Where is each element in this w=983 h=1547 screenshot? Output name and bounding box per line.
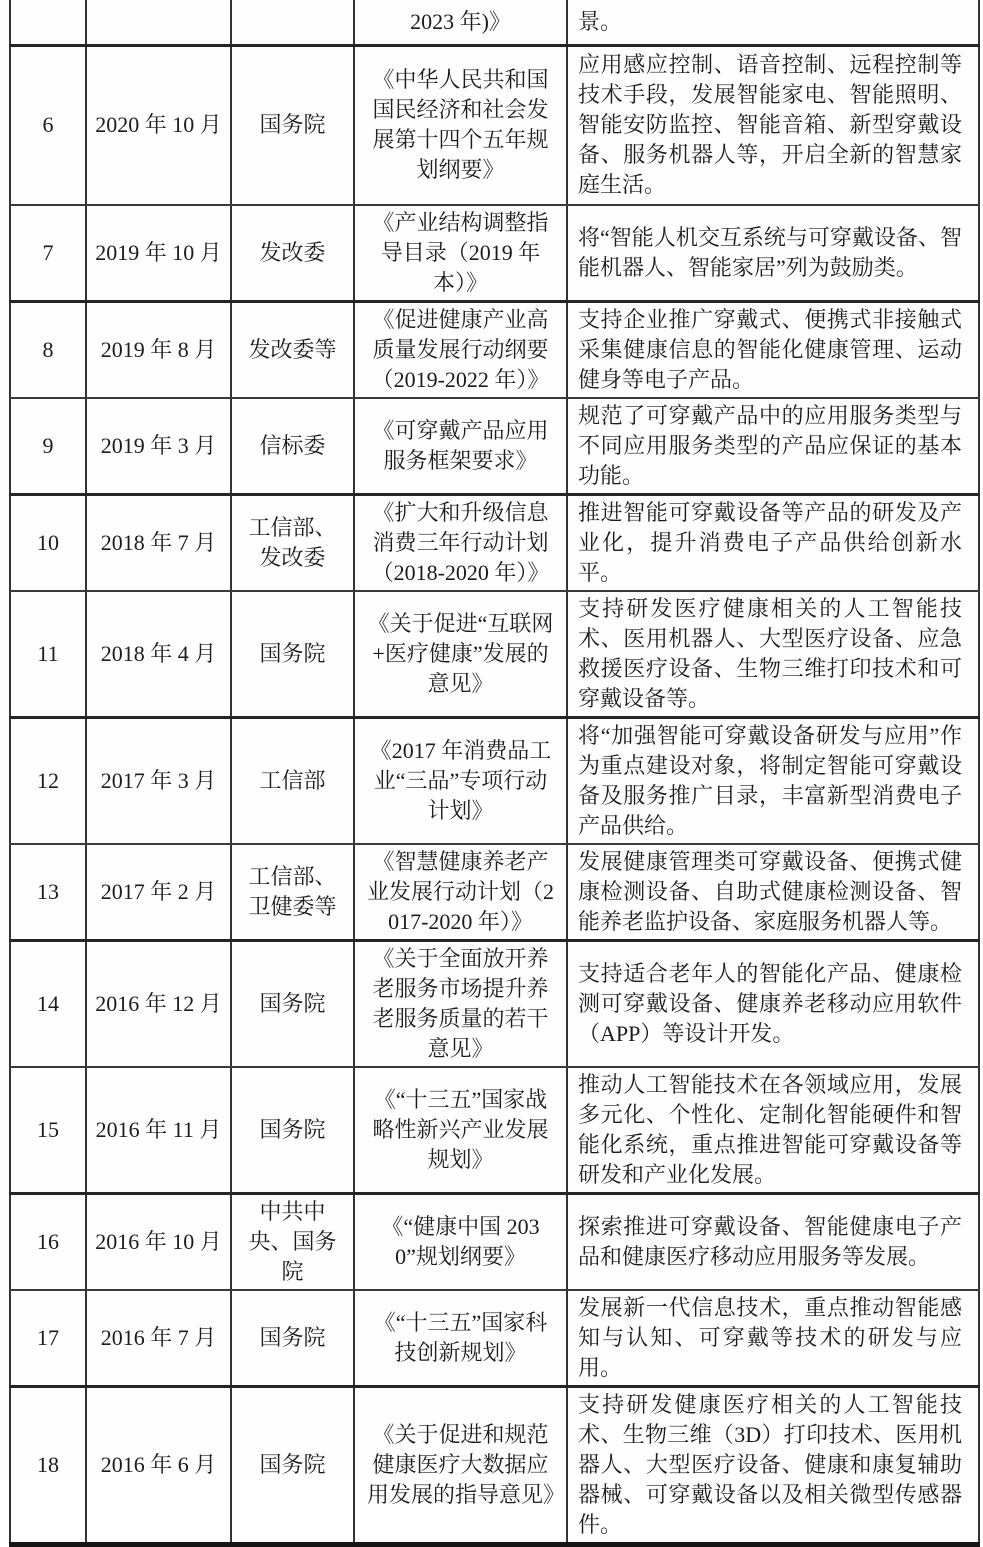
cell-issuer: 工信部、发改委 (231, 495, 354, 592)
cell-content: 支持企业推广穿戴式、便携式非接触式采集健康信息的智能化健康管理、运动健身等电子产品。 (567, 302, 979, 399)
cell-num: 18 (10, 1387, 86, 1545)
cell-date: 2017 年 3 月 (86, 718, 231, 845)
cell-content: 发展新一代信息技术，重点推动智能感知与认知、可穿戴等技术的研发与应用。 (567, 1290, 979, 1387)
table-row (10, 718, 979, 845)
table-row (10, 1194, 979, 1291)
table-row (10, 495, 979, 592)
table-row (10, 0, 979, 45)
table-row (10, 1067, 979, 1194)
cell-num: 17 (10, 1290, 86, 1387)
cell-issuer: 国务院 (231, 591, 354, 718)
cell-policy: 《关于促进和规范健康医疗大数据应用发展的指导意见》 (354, 1387, 567, 1545)
cell-issuer: 发改委等 (231, 302, 354, 399)
cell-issuer (231, 0, 354, 45)
cell-date: 2018 年 7 月 (86, 495, 231, 592)
cell-issuer: 工信部、卫健委等 (231, 844, 354, 941)
table-row (10, 844, 979, 941)
table-row (10, 398, 979, 495)
cell-content: 推进智能可穿戴设备等产品的研发及产业化，提升消费电子产品供给创新水平。 (567, 495, 979, 592)
cell-content: 将“智能人机交互系统与可穿戴设备、智能机器人、智能家居”列为鼓励类。 (567, 205, 979, 302)
cell-issuer: 国务院 (231, 1067, 354, 1194)
cell-policy: 《“十三五”国家战略性新兴产业发展规划》 (354, 1067, 567, 1194)
table-row (10, 1290, 979, 1387)
cell-policy: 《2017 年消费品工业“三品”专项行动计划》 (354, 718, 567, 845)
cell-content: 支持适合老年人的智能化产品、健康检测可穿戴设备、健康养老移动应用软件（APP）等设计开发。 (567, 941, 979, 1068)
cell-policy: 《促进健康产业高质量发展行动纲要（2019-2022 年）》 (354, 302, 567, 399)
cell-date: 2016 年 10 月 (86, 1194, 231, 1291)
cell-content: 应用感应控制、语音控制、远程控制等技术手段，发展智能家电、智能照明、智能安防监控、智能音箱、新型穿戴设备、服务机器人等，开启全新的智慧家庭生活。 (567, 45, 979, 205)
cell-content: 支持研发医疗健康相关的人工智能技术、医用机器人、大型医疗设备、应急救援医疗设备、生物三维打印技术和可穿戴设备等。 (567, 591, 979, 718)
cell-date: 2016 年 6 月 (86, 1387, 231, 1545)
cell-policy: 《可穿戴产品应用服务框架要求》 (354, 398, 567, 495)
cell-issuer: 中共中央、国务院 (231, 1194, 354, 1291)
cell-date: 2019 年 10 月 (86, 205, 231, 302)
cell-issuer: 国务院 (231, 1290, 354, 1387)
cell-policy: 《中华人民共和国国民经济和社会发展第十四个五年规划纲要》 (354, 45, 567, 205)
cell-content: 推动人工智能技术在各领域应用，发展多元化、个性化、定制化智能硬件和智能化系统，重点推进智能可穿戴设备等研发和产业化发展。 (567, 1067, 979, 1194)
cell-policy: 2023 年)》 (354, 0, 567, 45)
cell-policy: 《“健康中国 2030”规划纲要》 (354, 1194, 567, 1291)
cell-content: 支持研发健康医疗相关的人工智能技术、生物三维（3D）打印技术、医用机器人、大型医疗设备、健康和康复辅助器械、可穿戴设备以及相关微型传感器件。 (567, 1387, 979, 1545)
policy-table-body (10, 0, 979, 1545)
cell-num: 15 (10, 1067, 86, 1194)
cell-num: 12 (10, 718, 86, 845)
cell-content: 将“加强智能可穿戴设备研发与应用”作为重点建设对象，将制定智能可穿戴设备及服务推广目录，丰富新型消费电子产品供给。 (567, 718, 979, 845)
cell-date: 2020 年 10 月 (86, 45, 231, 205)
table-row (10, 45, 979, 205)
cell-date: 2016 年 12 月 (86, 941, 231, 1068)
table-row (10, 1387, 979, 1545)
cell-policy: 《智慧健康养老产业发展行动计划（2017-2020 年）》 (354, 844, 567, 941)
cell-num: 9 (10, 398, 86, 495)
table-row (10, 302, 979, 399)
cell-num: 10 (10, 495, 86, 592)
cell-issuer: 国务院 (231, 941, 354, 1068)
cell-issuer: 信标委 (231, 398, 354, 495)
cell-num: 6 (10, 45, 86, 205)
cell-policy: 《关于促进“互联网+医疗健康”发展的意见》 (354, 591, 567, 718)
cell-date (86, 0, 231, 45)
cell-num: 14 (10, 941, 86, 1068)
cell-date: 2017 年 2 月 (86, 844, 231, 941)
cell-date: 2018 年 4 月 (86, 591, 231, 718)
cell-num: 8 (10, 302, 86, 399)
table-row (10, 941, 979, 1068)
cell-num: 7 (10, 205, 86, 302)
cell-date: 2016 年 11 月 (86, 1067, 231, 1194)
cell-content: 发展健康管理类可穿戴设备、便携式健康检测设备、自助式健康检测设备、智能养老监护设备、家庭服务机器人等。 (567, 844, 979, 941)
policy-table (9, 0, 980, 1547)
cell-policy: 《关于全面放开养老服务市场提升养老服务质量的若干意见》 (354, 941, 567, 1068)
cell-num (10, 0, 86, 45)
table-row (10, 205, 979, 302)
cell-num: 16 (10, 1194, 86, 1291)
cell-issuer: 国务院 (231, 1387, 354, 1545)
cell-date: 2016 年 7 月 (86, 1290, 231, 1387)
cell-policy: 《产业结构调整指导目录（2019 年本）》 (354, 205, 567, 302)
table-row (10, 591, 979, 718)
cell-date: 2019 年 3 月 (86, 398, 231, 495)
cell-issuer: 发改委 (231, 205, 354, 302)
cell-content: 规范了可穿戴产品中的应用服务类型与不同应用服务类型的产品应保证的基本功能。 (567, 398, 979, 495)
cell-policy: 《“十三五”国家科技创新规划》 (354, 1290, 567, 1387)
cell-num: 13 (10, 844, 86, 941)
cell-num: 11 (10, 591, 86, 718)
cell-issuer: 国务院 (231, 45, 354, 205)
cell-issuer: 工信部 (231, 718, 354, 845)
cell-content: 景。 (567, 0, 979, 45)
cell-content: 探索推进可穿戴设备、智能健康电子产品和健康医疗移动应用服务等发展。 (567, 1194, 979, 1291)
cell-policy: 《扩大和升级信息消费三年行动计划（2018-2020 年）》 (354, 495, 567, 592)
cell-date: 2019 年 8 月 (86, 302, 231, 399)
